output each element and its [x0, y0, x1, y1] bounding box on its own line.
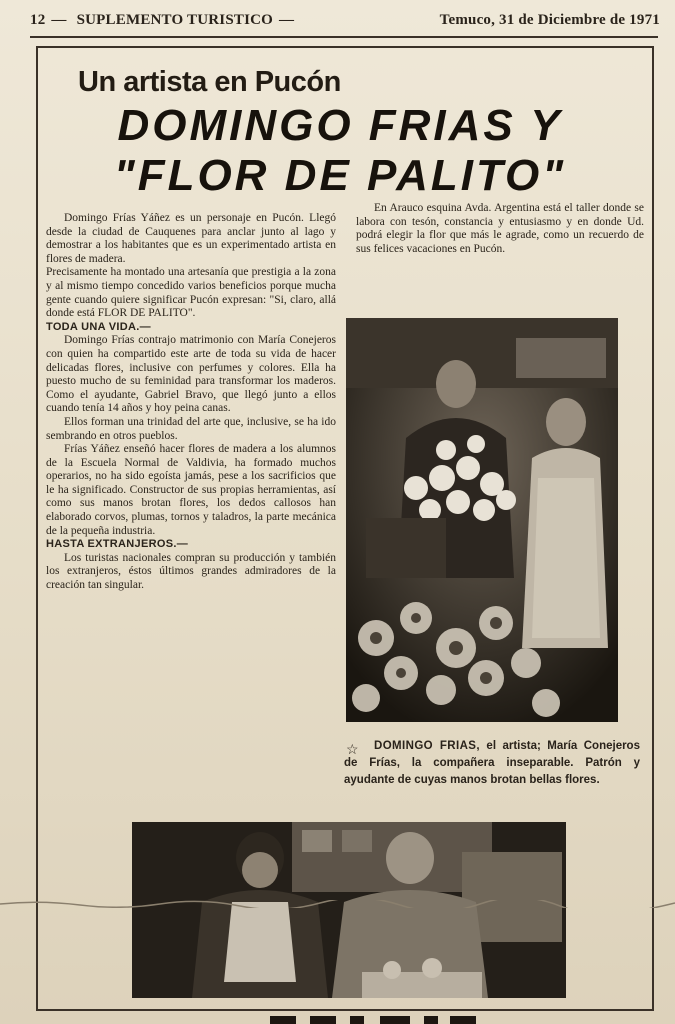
photo-couple-graphic: [346, 318, 618, 722]
photo-couple-with-flowers: [346, 318, 618, 722]
paragraph: Los turistas nacionales compran su producción y también los extranjeros, éstos últimos grandes admiradores de la creación tan singular.: [46, 551, 336, 592]
paper-tear-line: [0, 900, 675, 908]
publication-name: SUPLEMENTO TURISTICO: [76, 11, 274, 28]
caption-text: el artista; María Conejeros de Frías, la compañera inseparable. Patrón y ayudante de cuyas manos brotan bellas flores.: [344, 740, 640, 786]
next-headline-fragment: [40, 1010, 654, 1024]
headline-line-1: DOMINGO FRIAS Y: [117, 101, 563, 150]
photo-workshop-graphic: [132, 822, 566, 998]
headline-line-2: "FLOR DE PALITO": [113, 151, 567, 200]
issue-date: Temuco, 31 de Diciembre de 1971: [439, 11, 660, 28]
subheading-hasta-extranjeros: HASTA EXTRANJEROS.—: [46, 538, 188, 551]
article-kicker: Un artista en Pucón: [78, 66, 341, 98]
page-number: 12: [30, 11, 46, 28]
star-icon: ☆: [346, 743, 359, 758]
header-rule: [30, 36, 658, 38]
header-dash: —: [51, 11, 67, 28]
paragraph: Precisamente ha montado una artesanía que prestigia a la zona y al mismo tiempo concedido varios beneficios porque mucha gente cuando quiere significar Pucón expresan: "Si, claro, allá donde está FLOR DE PALITO".: [46, 266, 336, 320]
subheading-toda-una-vida: TODA UNA VIDA.—: [46, 320, 151, 333]
page-header: [30, 8, 660, 32]
paragraph: En Arauco esquina Avda. Argentina está el taller donde se labora con tesón, constancia y entusiasmo y en donde Ud. podrá elegir la flor que más le agrade, como un recuerdo de sus felices vacaciones en Pucón.: [356, 202, 644, 255]
photo-caption: [344, 738, 640, 789]
paragraph: Domingo Frías contrajo matrimonio con María Conejeros con quien ha compartido este arte de toda su vida de hacer delicadas flores, inclusive con perfumes y colores. Ella ha puesto mucho de su feminidad para transformar los maderos. Como el ayudante, Gabriel Bravo, que llegó junto a ellos cuando tenía 14 años y hoy peina canas.: [46, 334, 336, 415]
photo-workshop-men: [132, 822, 566, 998]
paragraph: Ellos forman una trinidad del arte que, inclusive, se ha ido sembrando en otros pueblos.: [46, 415, 336, 442]
paragraph: Frías Yáñez enseñó hacer flores de madera a los alumnos de la Escuela Normal de Valdivia, ha formado muchos operarios, no ha sido egoísta jamás, pese a los sacrificios que le ha significado. Constructor de sus propias herramientas, así como sus manos brotan flores, los dedos callosos han elaborado corvos, plumas, tornos y taladros, la parte mecánica de la pequeña industria.: [46, 443, 336, 537]
header-dash-2: —: [279, 11, 295, 28]
right-column: [356, 202, 644, 256]
caption-lead: DOMINGO FRIAS,: [374, 740, 480, 752]
next-article-fragment: [40, 1010, 654, 1024]
paragraph: Domingo Frías Yáñez es un personaje en Pucón. Llegó desde la ciudad de Cauquenes para anclar junto al lago y demostrar a los habitantes que es un experimentado artista en flores de madera.: [46, 212, 336, 265]
left-column: [46, 212, 336, 593]
